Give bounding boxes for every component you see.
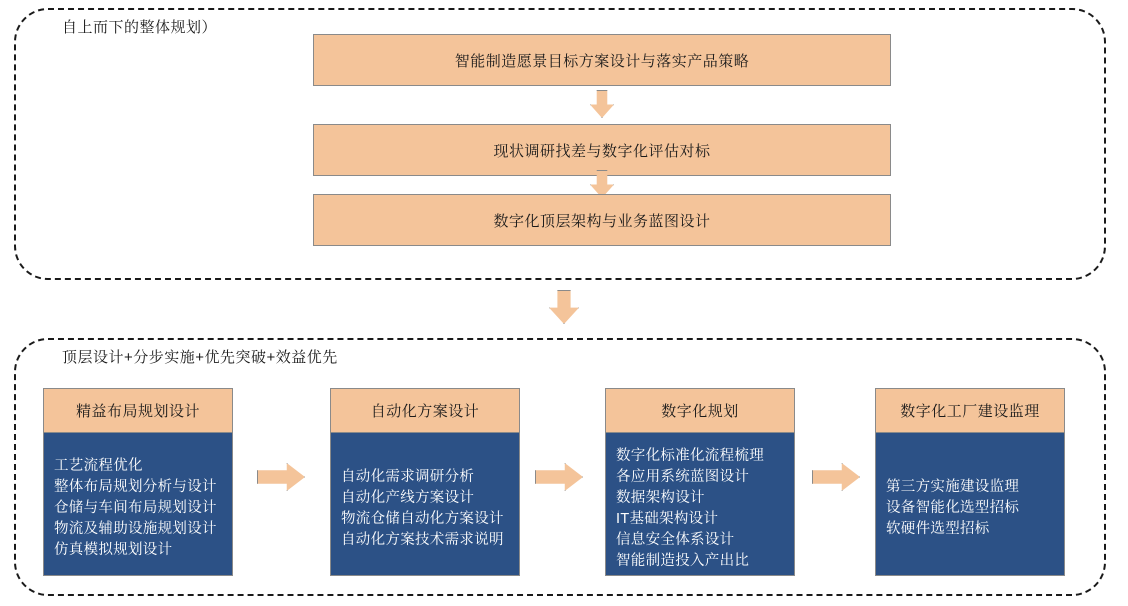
top-flow-box-2: 现状调研找差与数字化评估对标 <box>313 124 891 176</box>
list-item: 整体布局规划分析与设计 <box>54 479 217 495</box>
stage-card <box>605 388 795 576</box>
list-item: 数据架构设计 <box>616 489 705 506</box>
stage-card <box>43 388 233 576</box>
stage-card <box>875 388 1065 576</box>
list-item: 自动化方案技术需求说明 <box>341 531 504 548</box>
list-item: 自动化产线方案设计 <box>341 489 475 506</box>
stage-card-items <box>875 433 1065 576</box>
bottom-group-caption: 顶层设计+分步实施+优先突破+效益优先 <box>52 343 348 373</box>
top-flow-box-1: 智能制造愿景目标方案设计与落实产品策略 <box>313 34 891 86</box>
list-item: 工艺流程优化 <box>54 458 143 474</box>
stage-card-items <box>43 433 233 576</box>
list-item: 各应用系统蓝图设计 <box>616 468 750 485</box>
stage-card-title: 精益布局规划设计 <box>43 388 233 433</box>
list-item: 仓储与车间布局规划设计 <box>54 500 217 516</box>
down-arrow-icon <box>549 290 579 324</box>
stage-card-items <box>330 433 520 576</box>
list-item: 智能制造投入产出比 <box>616 552 750 569</box>
stage-card-items <box>605 433 795 576</box>
top-flow-box-3: 数字化顶层架构与业务蓝图设计 <box>313 194 891 246</box>
list-item: 设备智能化选型招标 <box>886 500 1020 516</box>
list-item: 数字化标准化流程梳理 <box>616 447 764 464</box>
list-item: 仿真模拟规划设计 <box>54 542 173 558</box>
top-group-caption: 自上而下的整体规划） <box>52 13 227 43</box>
list-item: 物流及辅助设施规划设计 <box>54 521 217 537</box>
list-item: 软硬件选型招标 <box>886 521 990 537</box>
list-item: 信息安全体系设计 <box>616 531 735 548</box>
stage-card-title: 自动化方案设计 <box>330 388 520 433</box>
list-item: IT基础架构设计 <box>616 510 719 527</box>
list-item: 物流仓储自动化方案设计 <box>341 510 504 527</box>
list-item: 自动化需求调研分析 <box>341 468 475 485</box>
list-item: 第三方实施建设监理 <box>886 479 1020 495</box>
stage-card-title: 数字化工厂建设监理 <box>875 388 1065 433</box>
stage-card-title: 数字化规划 <box>605 388 795 433</box>
stage-card <box>330 388 520 576</box>
